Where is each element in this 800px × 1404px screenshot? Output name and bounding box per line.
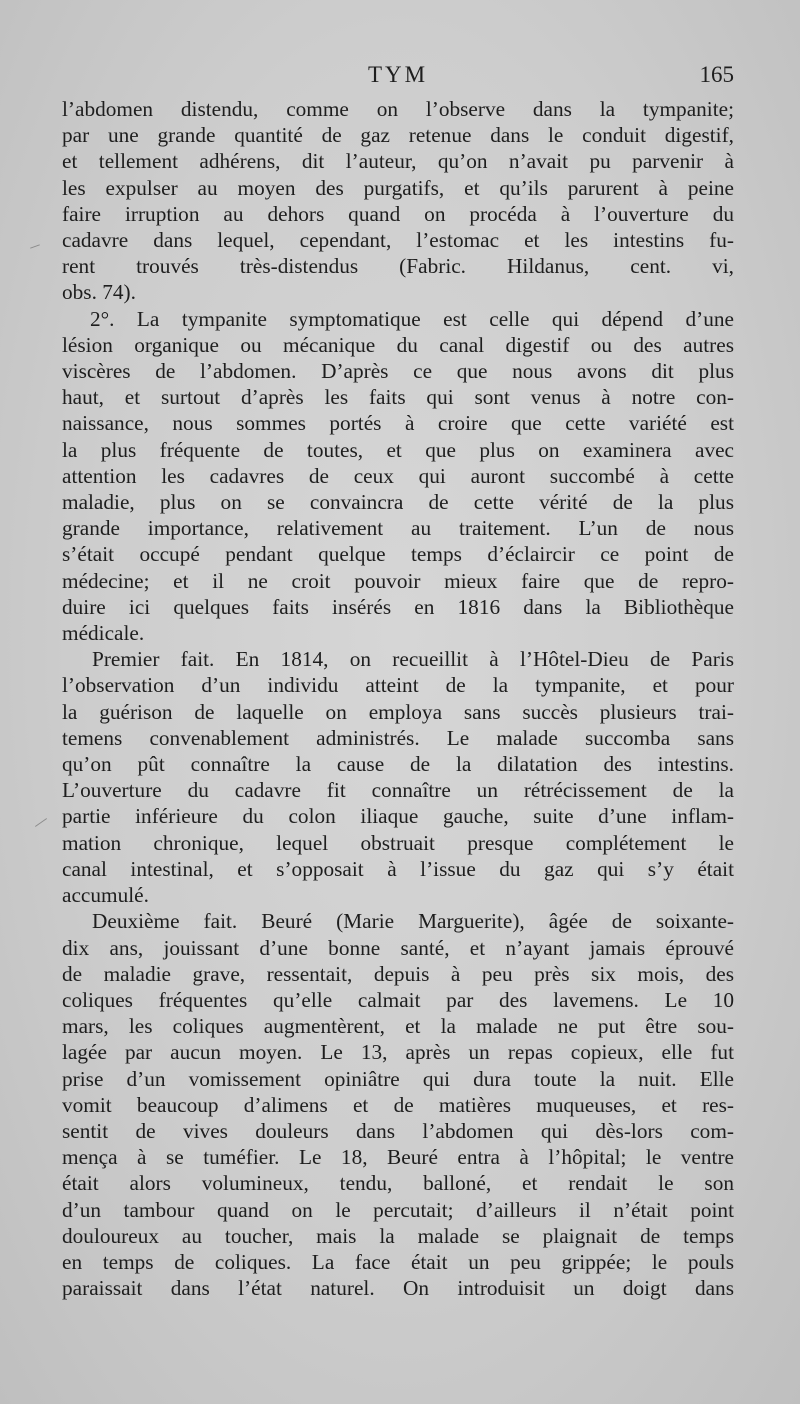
text-line: de maladie grave, ressentait, depuis à peu près six mois, des (62, 961, 734, 986)
text-line: l’observation d’un individu atteint de la tympanite, et pour (62, 673, 734, 698)
text-line: viscères de l’abdomen. D’après ce que nous avons dit plus (62, 359, 734, 384)
text-line: mation chronique, lequel obstruait presque complétement le (62, 830, 734, 855)
text-line: était alors volumineux, tendu, balloné, et rendait le son (62, 1171, 734, 1196)
text-line: médicale. (62, 621, 145, 646)
running-head: TYM (367, 62, 429, 87)
text-line: en temps de coliques. La face était un peu grippée; le pouls (62, 1249, 734, 1274)
text-line: haut, et surtout d’après les faits qui sont venus à notre con- (62, 385, 734, 410)
text-line: par une grande quantité de gaz retenue dans le conduit digestif, (62, 123, 734, 148)
page-header (62, 62, 734, 96)
text-line: la guérison de laquelle on employa sans succès plusieurs trai- (62, 699, 734, 724)
text-line: sentit de vives douleurs dans l’abdomen qui dès-lors com- (62, 1118, 734, 1143)
text-line: vomit beaucoup d’alimens et de matières muqueuses, et res- (62, 1092, 734, 1117)
text-line: mars, les coliques augmentèrent, et la malade ne put être sou- (62, 1014, 734, 1039)
text-line: paraissait dans l’état naturel. On introduisit un doigt dans (62, 1276, 734, 1301)
margin-stray-mark (35, 818, 47, 827)
text-line: partie inférieure du colon iliaque gauche, suite d’une inflam- (62, 804, 734, 829)
text-line: médecine; et il ne croit pouvoir mieux faire que de repro- (62, 568, 734, 593)
text-line: la plus fréquente de toutes, et que plus on examinera avec (62, 437, 734, 462)
text-line: naissance, nous sommes portés à croire que cette variété est (62, 411, 734, 436)
text-line: obs. 74). (62, 280, 136, 305)
text-line: temens convenablement administrés. Le malade succomba sans (62, 725, 734, 750)
body-text (62, 96, 734, 1301)
text-line: s’était occupé pendant quelque temps d’éclaircir ce point de (62, 542, 734, 567)
text-line: qu’on pût connaître la cause de la dilatation des intestins. (62, 752, 734, 777)
page-number: 165 (699, 62, 734, 87)
text-line: canal intestinal, et s’opposait à l’issue du gaz qui s’y était (62, 856, 734, 881)
text-line: lagée par aucun moyen. Le 13, après un repas copieux, elle fut (62, 1040, 734, 1065)
text-line: cadavre dans lequel, cependant, l’estomac et les intestins fu- (62, 228, 734, 253)
text-line: faire irruption au dehors quand on procéda à l’ouverture du (62, 201, 734, 226)
text-line: L’ouverture du cadavre fit connaître un rétrécissement de la (62, 778, 734, 803)
text-line: accumulé. (62, 883, 149, 908)
text-line: mença à se tuméfier. Le 18, Beuré entra à l’hôpital; le ventre (62, 1145, 734, 1170)
text-line: prise d’un vomissement opiniâtre qui dura toute la nuit. Elle (62, 1066, 734, 1091)
text-line: coliques fréquentes qu’elle calmait par des lavemens. Le 10 (62, 987, 734, 1012)
paragraph-start-line: Deuxième fait. Beuré (Marie Marguerite), âgée de soixante- (92, 909, 734, 934)
text-line: lésion organique ou mécanique du canal digestif ou des autres (62, 332, 734, 357)
text-line: l’abdomen distendu, comme on l’observe dans la tympanite; (62, 97, 734, 121)
text-line: douloureux au toucher, mais la malade se plaignait de temps (62, 1223, 734, 1248)
text-line: les expulser au moyen des purgatifs, et qu’ils parurent à peine (62, 175, 734, 200)
text-line: et tellement adhérens, dit l’auteur, qu’on n’avait pu parvenir à (62, 149, 734, 174)
text-line: d’un tambour quand on le percutait; d’ailleurs il n’était point (62, 1197, 734, 1222)
paragraph-start-line: 2°. La tympanite symptomatique est celle qui dépend d’une (90, 306, 734, 331)
text-line: maladie, plus on se convaincra de cette vérité de la plus (62, 490, 734, 515)
text-line: duire ici quelques faits insérés en 1816 dans la Bibliothèque (62, 594, 734, 619)
text-line: rent trouvés très-distendus (Fabric. Hildanus, cent. vi, (62, 254, 734, 279)
text-line: grande importance, relativement au traitement. L’un de nous (62, 516, 734, 541)
text-line: attention les cadavres de ceux qui auront succombé à cette (62, 463, 734, 488)
paragraph-start-line: Premier fait. En 1814, on recueillit à l’Hôtel-Dieu de Paris (92, 647, 734, 672)
margin-stray-mark (30, 244, 40, 248)
text-line: dix ans, jouissant d’une bonne santé, et n’ayant jamais éprouvé (62, 935, 734, 960)
